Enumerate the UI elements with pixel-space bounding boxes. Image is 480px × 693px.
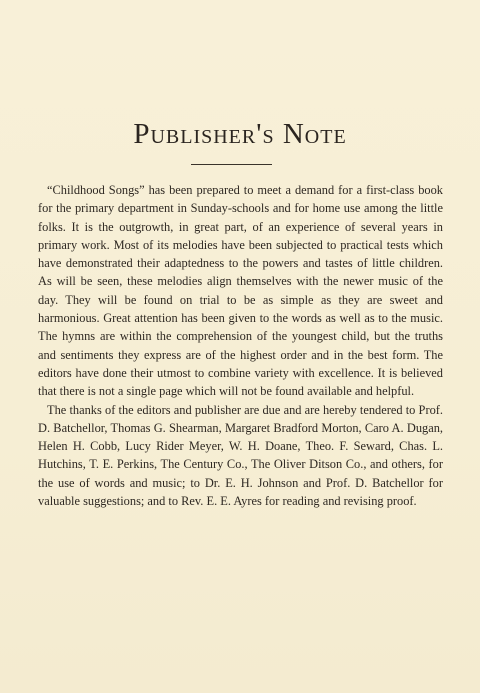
- paragraph-acknowledgements: The thanks of the editors and publisher are due and are hereby tendered to Prof. D. Batchellor, Thomas G. Shearman, Margaret Bradford Morton, Caro A. Dugan, Helen H. Cobb, Lucy Rider Meyer, W. H. Doane, Theo. F. Seward, Chas. L. Hutchins, T. E. Perkins, The Century Co., The Oliver Ditson Co., and others, for the use of words and music; to Dr. E. H. Johnson and Prof. D. Batchellor for valuable suggestions; and to Rev. E. E. Ayres for reading and revising proof.: [38, 402, 443, 509]
- title-rule: [191, 164, 272, 165]
- page-title: Publisher's Note: [133, 118, 347, 150]
- paragraph-intro: “Childhood Songs” has been prepared to meet a demand for a first-class book for the primary department in Sunday-schools and for home use among the little folks. It is the outgrowth, in great part, of an experience of several years in primary work. Most of its melodies have been subjected to practical tests which have demonstrated their adaptedness to the powers and tastes of little children. As will be seen, these melodies align themselves with the newer music of the day. They will be found on trial to be as simple as they are sweet and harmonious. Great attention has been given to the words as well as to the music. The hymns are within the comprehension of the youngest child, but the truths and sentiments they express are of the highest order and in the best form. The editors have done their utmost to combine variety with excellence. It is believed that there is not a single page which will not be found available and helpful.: [38, 183, 443, 399]
- note-body: [38, 181, 443, 510]
